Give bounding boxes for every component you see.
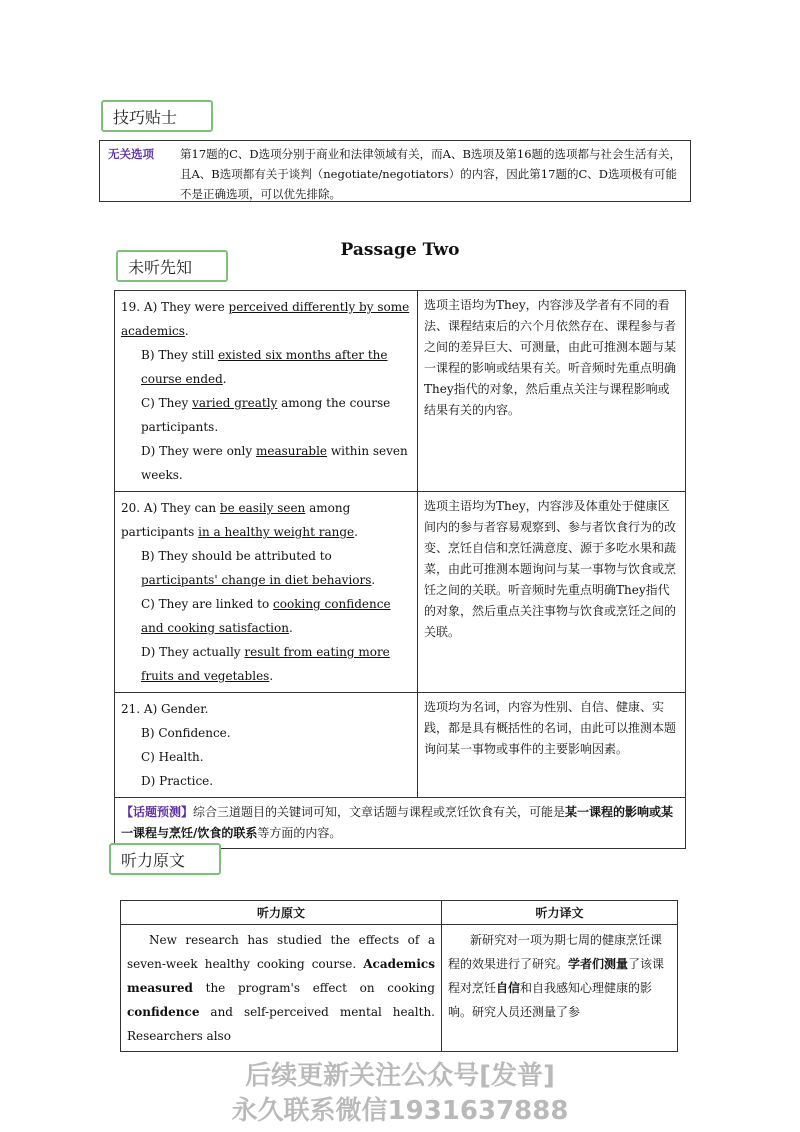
q19-a-underlined: perceived differently by some academics xyxy=(121,300,410,338)
q20-c-prefix: C) They are linked to xyxy=(141,597,274,611)
q20-c-underlined: cooking confidence and cooking satisfaction xyxy=(141,597,391,635)
q21-b: B) Confidence. xyxy=(141,726,231,740)
tips-label xyxy=(101,100,213,132)
q20-d-prefix: D) They actually xyxy=(141,645,245,659)
prediction-tag: 【话题预测】 xyxy=(121,805,194,819)
en-part-3: and self-perceived mental health. Researchers also xyxy=(127,1005,435,1043)
topic-prediction-row xyxy=(115,798,686,849)
passage-title: Passage Two xyxy=(340,240,460,260)
q19-c-end: among the course participants. xyxy=(141,396,391,434)
question-row-19 xyxy=(115,291,686,492)
q19-d-prefix: D) They were only xyxy=(141,444,256,458)
q19-b-underlined: existed six months after the course ended xyxy=(141,348,388,386)
prediction-text-2: 等方面的内容。 xyxy=(257,826,342,840)
prediction-text-1: 综合三道题目的关键词可知，文章话题与课程或烹饪饮食有关，可能是 xyxy=(193,805,566,819)
en-bold-2: confidence xyxy=(127,1005,200,1019)
question-20-note: 选项主语均为They，内容涉及体重处于健康区间内的参与者容易观察到、参与者饮食行为的改变、烹饪自信和烹饪满意度、源于多吃水果和蔬菜，由此可推测本题询问与某一事物与饮食或烹饪之间的关联。听音频时先重点明确They指代的对象，然后重点关注事物与饮食或烹饪之间的关联。 xyxy=(418,492,686,693)
cn-part-2: 了该课程对烹饪 xyxy=(448,957,665,995)
q20-a-end: . xyxy=(354,525,358,539)
en-bold-1: Academics measured xyxy=(127,957,435,995)
cn-part-3: 和自我感知心理健康的影响。研究人员还测量了参 xyxy=(448,981,653,1019)
listening-label-text: 听力原文 xyxy=(121,850,186,870)
tips-label-text: 技巧贴士 xyxy=(113,107,178,127)
q20-a-underlined-2: in a healthy weight range xyxy=(198,525,355,539)
footer-line-2: 永久联系微信1931637888 xyxy=(231,1096,569,1126)
listening-label xyxy=(109,843,221,875)
q20-b-end: . xyxy=(371,573,376,587)
transcript-header-en: 听力原文 xyxy=(121,901,442,925)
q20-d-end: . xyxy=(269,669,274,683)
preview-label-text: 未听先知 xyxy=(128,257,193,277)
q19-b-prefix: B) They still xyxy=(141,348,219,362)
q20-d-underlined: result from eating more fruits and vegetables xyxy=(141,645,390,683)
q19-c-prefix: C) They xyxy=(141,396,193,410)
en-part-2: the program's effect on cooking xyxy=(192,981,435,995)
q20-c-end: . xyxy=(288,621,293,635)
topic-prediction xyxy=(115,798,686,849)
footer-line-1: 后续更新关注公众号[发普] xyxy=(245,1061,555,1091)
cn-bold-1: 学者们测量 xyxy=(568,957,629,971)
q20-a-prefix: 20. A) They can xyxy=(121,501,220,515)
question-19-note: 选项主语均为They，内容涉及学者有不同的看法、课程结束后的六个月依然存在、课程参与者之间的差异巨大、可测量，由此可推测本题与某一课程的影响或结果有关。听音频时先重点明确They指代的对象，然后重点关注与课程影响或结果有关的内容。 xyxy=(418,291,686,492)
transcript-header-row xyxy=(121,901,678,925)
q19-d-underlined: measurable xyxy=(255,444,328,458)
transcript-header-cn: 听力译文 xyxy=(442,901,678,925)
q19-d-end: within seven weeks. xyxy=(141,444,408,482)
tips-body: 第17题的C、D选项分别于商业和法律领域有关，而A、B选项及第16题的选项都与社会生活有关，且A、B选项都有关于谈判（negotiate/negotiators）的内容，因此第17题的C、D选项极有可能不是正确选项，可以优先排除。 xyxy=(180,147,682,201)
q20-a-underlined: be easily seen xyxy=(219,501,306,515)
q19-b-end: . xyxy=(222,372,227,386)
q21-d: D) Practice. xyxy=(141,774,214,788)
question-row-21 xyxy=(115,693,686,798)
question-row-20 xyxy=(115,492,686,693)
question-21-note: 选项均为名词，内容为性别、自信、健康、实践，都是具有概括性的名词，由此可以推测本题询问某一事物或事件的主要影响因素。 xyxy=(418,693,686,798)
question-20-options xyxy=(115,492,418,693)
q21-a: 21. A) Gender. xyxy=(121,702,209,716)
question-21-options xyxy=(115,693,418,798)
cn-bold-2: 自信 xyxy=(496,981,521,995)
question-19-options xyxy=(115,291,418,492)
tips-box xyxy=(99,140,691,202)
en-part-1: New research has studied the effects of a seven-week healthy cooking course. xyxy=(127,933,435,971)
q20-a-mid: among participants xyxy=(121,501,351,539)
q20-b-prefix: B) They should be attributed to xyxy=(141,549,332,563)
q21-c: C) Health. xyxy=(141,750,204,764)
q19-c-underlined: varied greatly xyxy=(192,396,278,410)
question-table xyxy=(114,290,686,849)
tips-tag: 无关选项 xyxy=(108,147,154,161)
transcript-row xyxy=(121,925,678,1052)
transcript-english xyxy=(121,925,442,1052)
q20-b-underlined: participants' change in diet behaviors xyxy=(141,573,372,587)
cn-part-1: 新研究对一项为期七周的健康烹饪课程的效果进行了研究。 xyxy=(448,933,663,971)
prediction-bold: 某一课程的影响或某一课程与烹饪/饮食的联系 xyxy=(121,805,674,840)
q19-a-end: . xyxy=(184,324,189,338)
q19-a-prefix: 19. A) They were xyxy=(121,300,229,314)
transcript-chinese xyxy=(442,925,678,1052)
transcript-table xyxy=(120,900,678,1052)
